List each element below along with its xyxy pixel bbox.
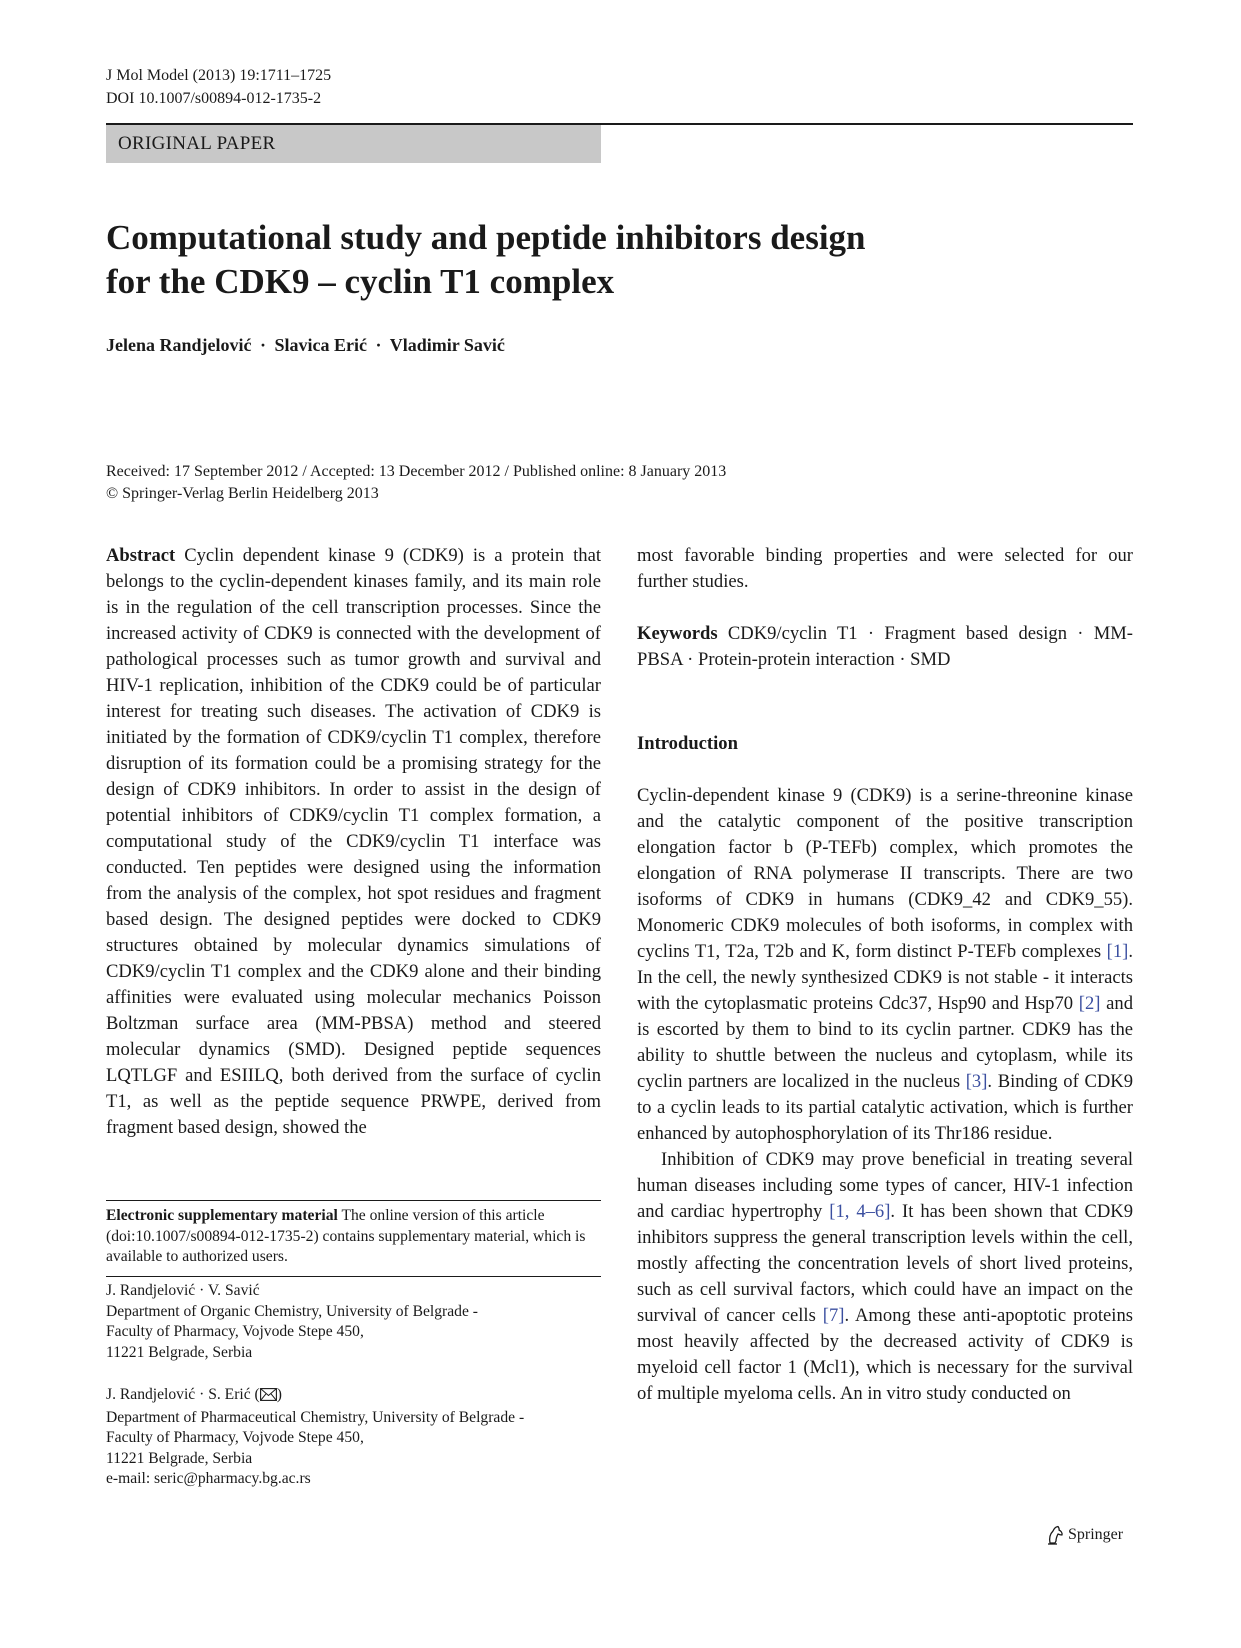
esm-label: Electronic supplementary material xyxy=(106,1207,338,1224)
article-type-badge: ORIGINAL PAPER xyxy=(106,125,601,163)
keywords-label: Keywords xyxy=(637,623,718,644)
author-1: Jelena Randjelović xyxy=(106,335,252,355)
copyright: © Springer-Verlag Berlin Heidelberg 2013 xyxy=(106,485,379,502)
publication-dates xyxy=(106,461,726,505)
author-2: Slavica Erić xyxy=(274,335,368,355)
abstract xyxy=(106,543,601,1141)
abstract-label: Abstract xyxy=(106,545,176,566)
publisher-logo xyxy=(1046,1524,1123,1546)
citation-link[interactable]: [3] xyxy=(965,1071,988,1092)
intro-paragraph-2: Inhibition of CDK9 may prove beneficial in treating several human diseases including some types of cancer, HIV-1 infection and cardiac hypertrophy [1, 4–6]. It has been shown that CDK9 inhibitors suppress the general transcription levels within the cell, mostly affecting the concentration levels of short lived proteins, such as cell survival factors, which could have an impact on the survival of cancer cells [7]. Among these anti-apoptotic proteins most heavily affected by the decreased activity of CDK9 is myeloid cell factor 1 (Mcl1), which is necessary for the survival of multiple myeloma cells. An in vitro study conducted on xyxy=(637,1149,1133,1404)
keywords xyxy=(637,621,1133,673)
title-line-2: for the CDK9 – cyclin T1 complex xyxy=(106,262,615,301)
author-3: Vladimir Savić xyxy=(389,335,505,355)
affiliation-2: J. Randjelović · S. Erić ( ) Department of Pharmaceutical Chemistry, University of Belgrade - Faculty of Pharmacy, Vojvode Stepe 450, 11221 Belgrade, Serbia e-mail: seric@pharmacy.bg.ac.rs xyxy=(106,1385,601,1490)
esm-text: The online version of this article (doi:10.1007/s00894-012-1735-2) contains supplementary material, which is available to authorized users. xyxy=(106,1207,586,1265)
intro-paragraph-1: Cyclin-dependent kinase 9 (CDK9) is a serine-threonine kinase and the catalytic component of the positive transcription elongation factor b (P-TEFb) complex, which promotes the elongation of RNA polymerase II transcripts. There are two isoforms of CDK9 in humans (CDK9_42 and CDK9_55). Monomeric CDK9 molecules of both isoforms, in complex with cyclins T1, T2a, T2b and K, form distinct P-TEFb complexes [1]. In the cell, the newly synthesized CDK9 is not stable - it interacts with the cytoplasmatic proteins Cdc37, Hsp90 and Hsp70 [2] and is escorted by them to bind to its cyclin partner. CDK9 has the ability to shuttle between the nucleus and cytoplasm, while its cyclin partners are localized in the nucleus [3]. Binding of CDK9 to a cyclin leads to its partial catalytic activation, which is further enhanced by autophosphorylation of its Thr186 residue. xyxy=(637,785,1133,1144)
springer-horse-icon xyxy=(1046,1525,1064,1545)
abstract-text: Cyclin dependent kinase 9 (CDK9) is a protein that belongs to the cyclin-dependent kinases family, and its main role is in the regulation of the cell transcription processes. Since the increased activity of CDK9 is connected with the development of pathological processes such as tumor growth and survival and HIV-1 replication, inhibition of the CDK9 could be of particular interest for treating such diseases. The activation of CDK9 is initiated by the formation of CDK9/cyclin T1 complex, therefore disruption of its formation could be a promising strategy for the design of CDK9 inhibitors. In order to assist in the design of potential inhibitors of CDK9/cyclin T1 complex formation, a computational study of the CDK9/cyclin T1 interface was conducted. Ten peptides were designed using the information from the analysis of the complex, hot spot residues and fragment based design. The designed peptides were docked to CDK9 structures obtained by molecular dynamics simulations of CDK9/cyclin T1 complex and the CDK9 alone and their binding affinities were evaluated using molecular mechanics Poisson Boltzman surface area (MM-PBSA) method and steered molecular dynamics (SMD). Designed peptide sequences LQTLGF and ESIILQ, both derived from the surface of cyclin T1, as well as the peptide sequence PRWPE, derived from fragment based design, showed the xyxy=(106,545,601,1138)
citation-link[interactable]: [1, 4–6] xyxy=(829,1201,891,1222)
supplementary-note xyxy=(106,1206,601,1268)
author-list xyxy=(106,333,505,357)
journal-citation: J Mol Model (2013) 19:1711–1725 xyxy=(106,67,332,84)
publisher-name: Springer xyxy=(1068,1526,1124,1543)
left-column xyxy=(106,543,601,1141)
envelope-icon xyxy=(260,1387,277,1408)
citation-link[interactable]: [1] xyxy=(1106,941,1129,962)
citation-link[interactable]: [2] xyxy=(1078,993,1101,1014)
history-dates: Received: 17 September 2012 / Accepted: 13 December 2012 / Published online: 8 January 2013 xyxy=(106,463,727,480)
email[interactable]: e-mail: seric@pharmacy.bg.ac.rs xyxy=(106,1470,311,1487)
corresponding-authors: J. Randjelović · S. Erić ( ) xyxy=(106,1385,601,1408)
doi: DOI 10.1007/s00894-012-1735-2 xyxy=(106,90,322,107)
affiliation-1: J. Randjelović · V. Savić Department of Organic Chemistry, University of Belgrade - Faculty of Pharmacy, Vojvode Stepe 450, 11221 Belgrade, Serbia xyxy=(106,1282,478,1361)
paper-title xyxy=(106,216,1006,304)
running-header xyxy=(106,64,331,110)
footnote-rule xyxy=(106,1200,601,1201)
footnote-rule xyxy=(106,1276,601,1277)
title-line-1: Computational study and peptide inhibitors design xyxy=(106,218,866,257)
author-separator: · xyxy=(375,335,382,355)
right-column xyxy=(637,543,1133,1407)
abstract-continuation: most favorable binding properties and were selected for our further studies. xyxy=(637,545,1133,592)
section-heading-introduction: Introduction xyxy=(637,733,738,754)
citation-link[interactable]: [7] xyxy=(822,1305,845,1326)
author-separator: · xyxy=(260,335,267,355)
keywords-text: CDK9/cyclin T1 · Fragment based design · MM-PBSA · Protein-protein interaction · SMD xyxy=(637,623,1133,670)
